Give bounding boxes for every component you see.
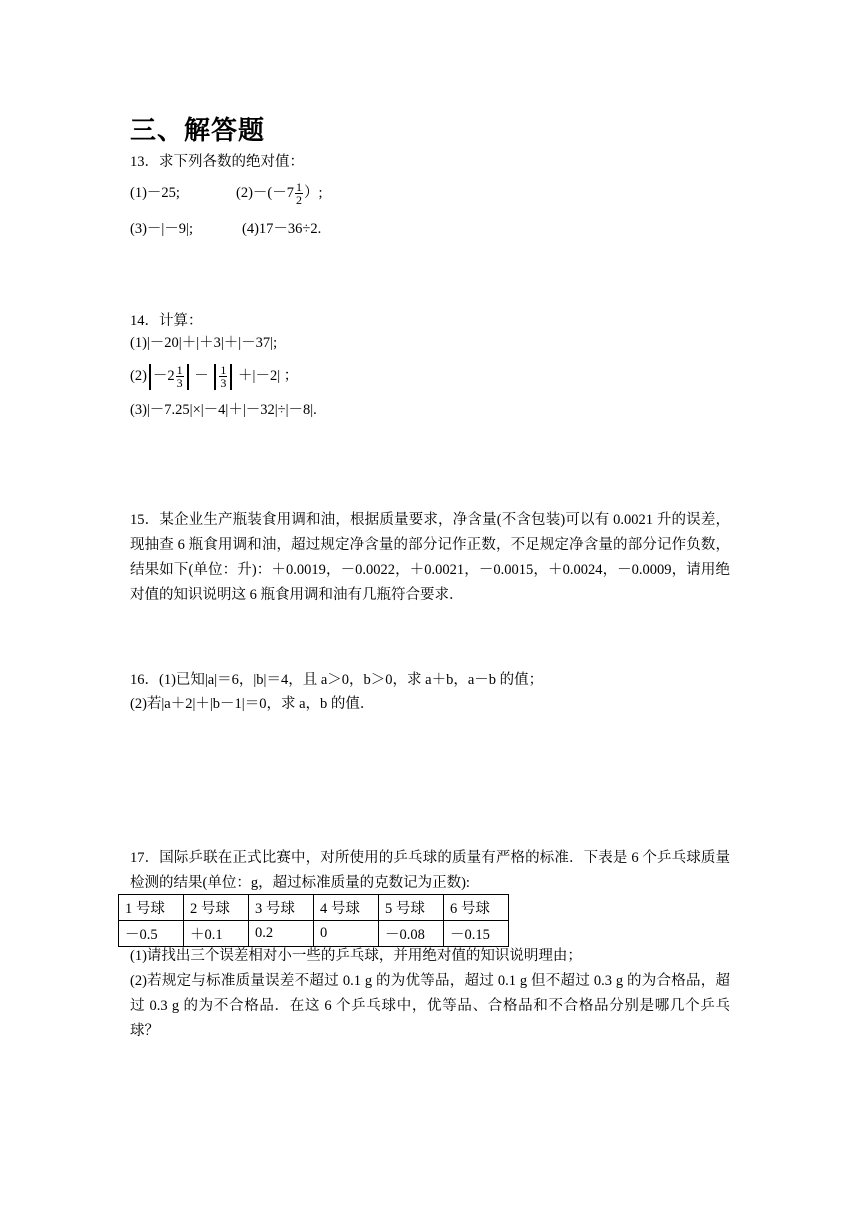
q13-part4: (4)17－36÷2. xyxy=(242,221,322,237)
table-value-cell: 0.2 xyxy=(249,921,314,947)
q14-part2-a-numerator: 1 xyxy=(176,363,183,378)
table-value-cell: 0 xyxy=(314,921,379,947)
table-header-cell: 6 号球 xyxy=(444,895,509,921)
table-value-cell: －0.5 xyxy=(119,921,184,947)
q13-part1: (1)－25; xyxy=(130,185,180,201)
table-header-cell: 5 号球 xyxy=(379,895,444,921)
q17-intro: 17．国际乒联在正式比赛中，对所使用的乒乓球的质量有严格的标准．下表是 6 个乒乓球质量检测的结果(单位：g，超过标准质量的克数记为正数): xyxy=(130,850,730,891)
q14-part1: (1)|－20|＋|＋3|＋|－37|; xyxy=(130,335,278,351)
q14-part2-b-denominator: 3 xyxy=(220,376,227,391)
section-title: 三、解答题 xyxy=(130,116,266,145)
table-value-row xyxy=(119,921,509,947)
q17-results-table xyxy=(118,894,509,947)
q16-line2: (2)若|a＋2|＋|b－1|＝0，求 a，b 的值． xyxy=(130,696,375,712)
table-header-cell: 4 号球 xyxy=(314,895,379,921)
q14-part2-a-fraction xyxy=(176,364,184,389)
table-value-cell: －0.08 xyxy=(379,921,444,947)
q13-part2-suffix: ）; xyxy=(304,185,323,201)
q14-part2-b-fraction xyxy=(219,364,227,389)
abs-bar xyxy=(214,364,216,390)
q13-stem: 13．求下列各数的绝对值： xyxy=(130,154,304,170)
q17-part1: (1)请找出三个误差相对小一些的乒乓球，并用绝对值的知识说明理由； xyxy=(130,948,582,964)
q14-part3: (3)|－7.25|×|－4|＋|－32|÷|－8|. xyxy=(130,402,317,418)
q14-part2-a-denominator: 3 xyxy=(176,376,183,391)
q17-part2: (2)若规定与标准质量误差不超过 0.1 g 的为优等品，超过 0.1 g 但不超过 0.3 g 的为合格品，超过 0.3 g 的为不合格品．在这 6 个乒乓球中，优等品、合格品和不合格品分别是哪几个乒乓球？ xyxy=(130,973,730,1039)
table-header-cell: 2 号球 xyxy=(184,895,249,921)
q15-paragraph: 15．某企业生产瓶装食用调和油，根据质量要求，净含量(不含包装)可以有 0.0021 升的误差，现抽查 6 瓶食用调和油，超过规定净含量的部分记作正数，不足规定净含量的部分记作负数，结果如下(单位：升)：＋0.0019，－0.0022，＋0.0021，－0.0015，＋0.0024，－0.0009，请用绝对值的知识说明这 6 瓶食用调和油有几瓶符合要求． xyxy=(130,512,730,603)
q14-part2-end: ； xyxy=(283,368,299,384)
q16-line1: 16．(1)已知|a|＝6，|b|＝4，且 a＞0，b＞0，求 a＋b，a－b 的值； xyxy=(130,672,544,688)
q13-part2-fraction xyxy=(295,181,303,206)
q14-part2 xyxy=(130,356,298,396)
q13-part2-prefix: (2)－(－7 xyxy=(236,185,294,201)
table-header-cell: 1 号球 xyxy=(119,895,184,921)
q14-part2-label: (2) xyxy=(130,368,147,384)
q14-part2-minus: － xyxy=(194,368,209,384)
q14-part2-tail: ＋|－2| xyxy=(238,368,281,384)
q13-part2-denominator: 2 xyxy=(296,193,302,208)
abs-bar xyxy=(230,364,232,390)
table-value-cell: ＋0.1 xyxy=(184,921,249,947)
q13-part3: (3)－|－9|; xyxy=(130,221,193,237)
abs-bar xyxy=(187,364,189,390)
q13-part2-numerator: 1 xyxy=(296,180,302,195)
table-header-row xyxy=(119,895,509,921)
q14-part2-b-numerator: 1 xyxy=(220,363,227,378)
q14-part2-a-integer: －2 xyxy=(152,368,175,384)
q13-part2 xyxy=(236,176,323,210)
table-value-cell: －0.15 xyxy=(444,921,509,947)
abs-bar xyxy=(149,364,151,390)
table-header-cell: 3 号球 xyxy=(249,895,314,921)
q14-stem: 14．计算： xyxy=(130,313,203,329)
